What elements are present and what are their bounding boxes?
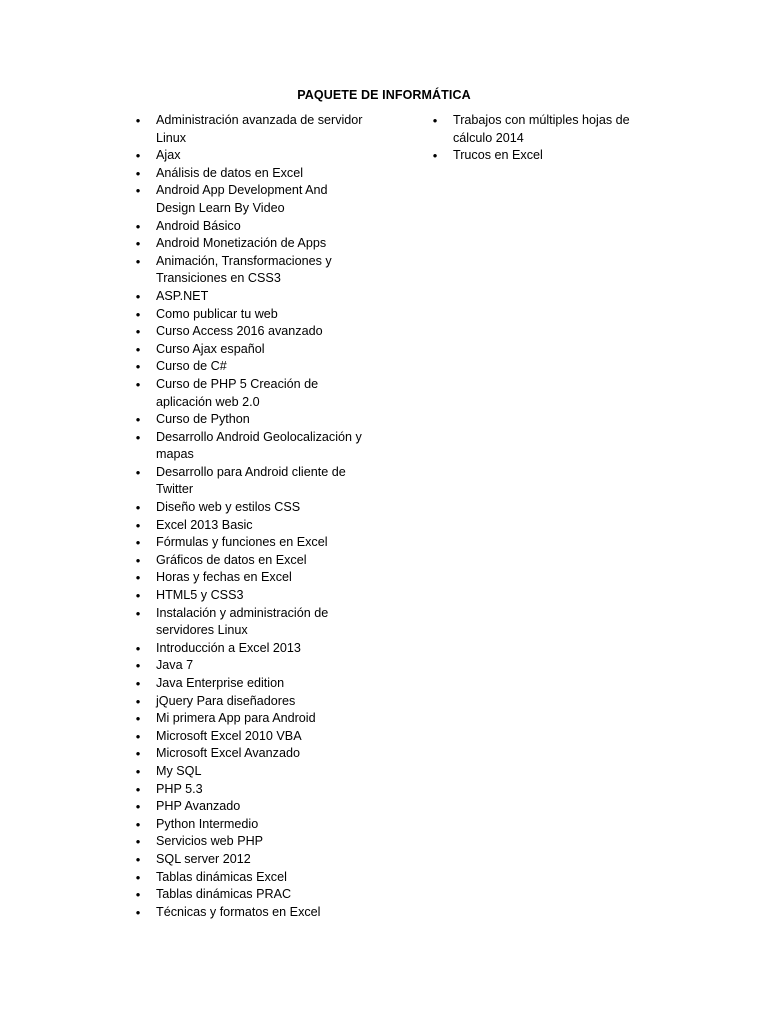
list-item	[135, 657, 368, 675]
bullet-icon: •	[135, 728, 141, 744]
bullet-icon: •	[135, 746, 141, 762]
list-item-label: Técnicas y formatos en Excel	[156, 904, 321, 919]
bullet-icon: •	[135, 851, 141, 867]
list-item-label: Curso de C#	[156, 359, 227, 374]
list-item	[135, 781, 368, 799]
list-item-label: Trucos en Excel	[453, 148, 543, 163]
bullet-icon: •	[135, 517, 141, 533]
list-item-label: Horas y fechas en Excel	[156, 570, 292, 585]
bullet-icon: •	[135, 904, 141, 920]
bullet-icon: •	[135, 693, 141, 709]
list-item-label: Animación, Transformaciones y Transiciones en CSS3	[156, 253, 332, 286]
list-item	[135, 816, 368, 834]
list-item	[135, 904, 368, 922]
bullet-icon: •	[135, 834, 141, 850]
list-item-label: Trabajos con múltiples hojas de cálculo 2014	[453, 113, 630, 145]
list-item-label: Introducción a Excel 2013	[156, 640, 301, 655]
bullet-icon: •	[135, 552, 141, 568]
list-item	[135, 851, 368, 869]
list-item-label: Tablas dinámicas Excel	[156, 869, 287, 884]
bullet-icon: •	[432, 148, 438, 164]
list-item-label: My SQL	[156, 763, 202, 778]
list-item-label: jQuery Para diseñadores	[156, 693, 296, 708]
list-item-label: Instalación y administración de servidores Linux	[156, 605, 329, 638]
bullet-icon: •	[135, 658, 141, 674]
list-item-label: Fórmulas y funciones en Excel	[156, 535, 328, 550]
bullet-icon: •	[135, 412, 141, 428]
list-item	[135, 112, 368, 147]
list-item-label: Análisis de datos en Excel	[156, 165, 304, 180]
bullet-icon: •	[135, 359, 141, 375]
list-item	[135, 182, 368, 217]
list-item-label: Android Monetización de Apps	[156, 236, 327, 251]
list-item-label: Microsoft Excel 2010 VBA	[156, 728, 302, 743]
list-item	[135, 710, 368, 728]
list-item	[135, 763, 368, 781]
course-list-left	[135, 112, 368, 921]
list-item	[135, 869, 368, 887]
bullet-icon: •	[135, 429, 141, 445]
list-item-label: Curso de PHP 5 Creación de aplicación web 2.0	[156, 376, 319, 409]
list-item-label: Diseño web y estilos CSS	[156, 500, 301, 515]
list-item-label: Tablas dinámicas PRAC	[156, 887, 292, 902]
list-item-label: Servicios web PHP	[156, 834, 264, 849]
list-item	[135, 218, 368, 236]
bullet-icon: •	[135, 183, 141, 199]
list-item	[135, 886, 368, 904]
list-item	[135, 147, 368, 165]
list-item-label: Microsoft Excel Avanzado	[156, 746, 300, 761]
list-item	[135, 693, 368, 711]
bullet-icon: •	[135, 763, 141, 779]
bullet-icon: •	[135, 376, 141, 392]
list-item	[135, 376, 368, 411]
bullet-icon: •	[135, 218, 141, 234]
list-item	[135, 605, 368, 640]
list-item-label: Curso de Python	[156, 412, 250, 427]
bullet-icon: •	[135, 288, 141, 304]
bullet-icon: •	[135, 306, 141, 322]
list-item	[135, 464, 368, 499]
list-item	[135, 517, 368, 535]
bullet-icon: •	[135, 887, 141, 903]
list-item-label: PHP 5.3	[156, 781, 203, 796]
list-item	[135, 552, 368, 570]
bullet-icon: •	[432, 113, 438, 128]
list-item-label: Desarrollo para Android cliente de Twitter	[156, 464, 346, 497]
list-item-label: Administración avanzada de servidor Linux	[156, 113, 363, 145]
list-item-label: Como publicar tu web	[156, 306, 278, 321]
bullet-icon: •	[135, 605, 141, 621]
list-item-label: Android App Development And Design Learn By Video	[156, 183, 328, 215]
bullet-icon: •	[135, 253, 141, 269]
list-item-label: PHP Avanzado	[156, 799, 241, 814]
course-list-right	[432, 112, 653, 165]
list-item-label: Java 7	[156, 658, 194, 673]
bullet-icon: •	[135, 570, 141, 586]
list-item	[432, 147, 653, 165]
list-item	[135, 341, 368, 359]
list-item	[135, 323, 368, 341]
list-item-label: Curso Access 2016 avanzado	[156, 324, 323, 339]
list-item	[135, 534, 368, 552]
list-item-label: Gráficos de datos en Excel	[156, 552, 307, 567]
list-item-label: HTML5 y CSS3	[156, 588, 244, 603]
bullet-icon: •	[135, 236, 141, 252]
bullet-icon: •	[135, 165, 141, 181]
list-item	[135, 587, 368, 605]
list-item	[135, 640, 368, 658]
bullet-icon: •	[135, 148, 141, 164]
list-item	[135, 411, 368, 429]
list-item	[135, 833, 368, 851]
list-item	[135, 253, 368, 288]
list-item	[135, 798, 368, 816]
list-item	[432, 112, 653, 147]
list-item-label: Ajax	[156, 148, 181, 163]
bullet-icon: •	[135, 535, 141, 551]
bullet-icon: •	[135, 676, 141, 691]
list-item	[135, 306, 368, 324]
list-item	[135, 165, 368, 183]
bullet-icon: •	[135, 464, 141, 480]
list-item-label: Desarrollo Android Geolocalización y mapas	[156, 429, 362, 462]
bullet-icon: •	[135, 781, 141, 797]
bullet-icon: •	[135, 799, 141, 815]
list-item-label: Mi primera App para Android	[156, 711, 316, 726]
list-item-label: Excel 2013 Basic	[156, 517, 253, 532]
bullet-icon: •	[135, 500, 141, 516]
list-item-label: SQL server 2012	[156, 851, 251, 866]
list-item	[135, 288, 368, 306]
bullet-icon: •	[135, 640, 141, 656]
bullet-icon: •	[135, 816, 141, 832]
bullet-icon: •	[135, 324, 141, 340]
bullet-icon: •	[135, 711, 141, 727]
bullet-icon: •	[135, 341, 141, 357]
list-item	[135, 728, 368, 746]
list-item-label: Java Enterprise edition	[156, 676, 285, 690]
document-title: PAQUETE DE INFORMÁTICA	[297, 88, 471, 102]
list-item	[135, 499, 368, 517]
list-item	[135, 358, 368, 376]
list-item	[135, 569, 368, 587]
bullet-icon: •	[135, 869, 141, 885]
list-item-label: Python Intermedio	[156, 816, 259, 831]
list-item-label: Curso Ajax español	[156, 341, 265, 356]
bullet-icon: •	[135, 588, 141, 604]
bullet-icon: •	[135, 113, 141, 128]
list-item-label: ASP.NET	[156, 288, 209, 303]
list-item	[135, 745, 368, 763]
list-item	[135, 235, 368, 253]
list-item	[135, 429, 368, 464]
list-item	[135, 675, 368, 693]
list-item-label: Android Básico	[156, 218, 241, 233]
